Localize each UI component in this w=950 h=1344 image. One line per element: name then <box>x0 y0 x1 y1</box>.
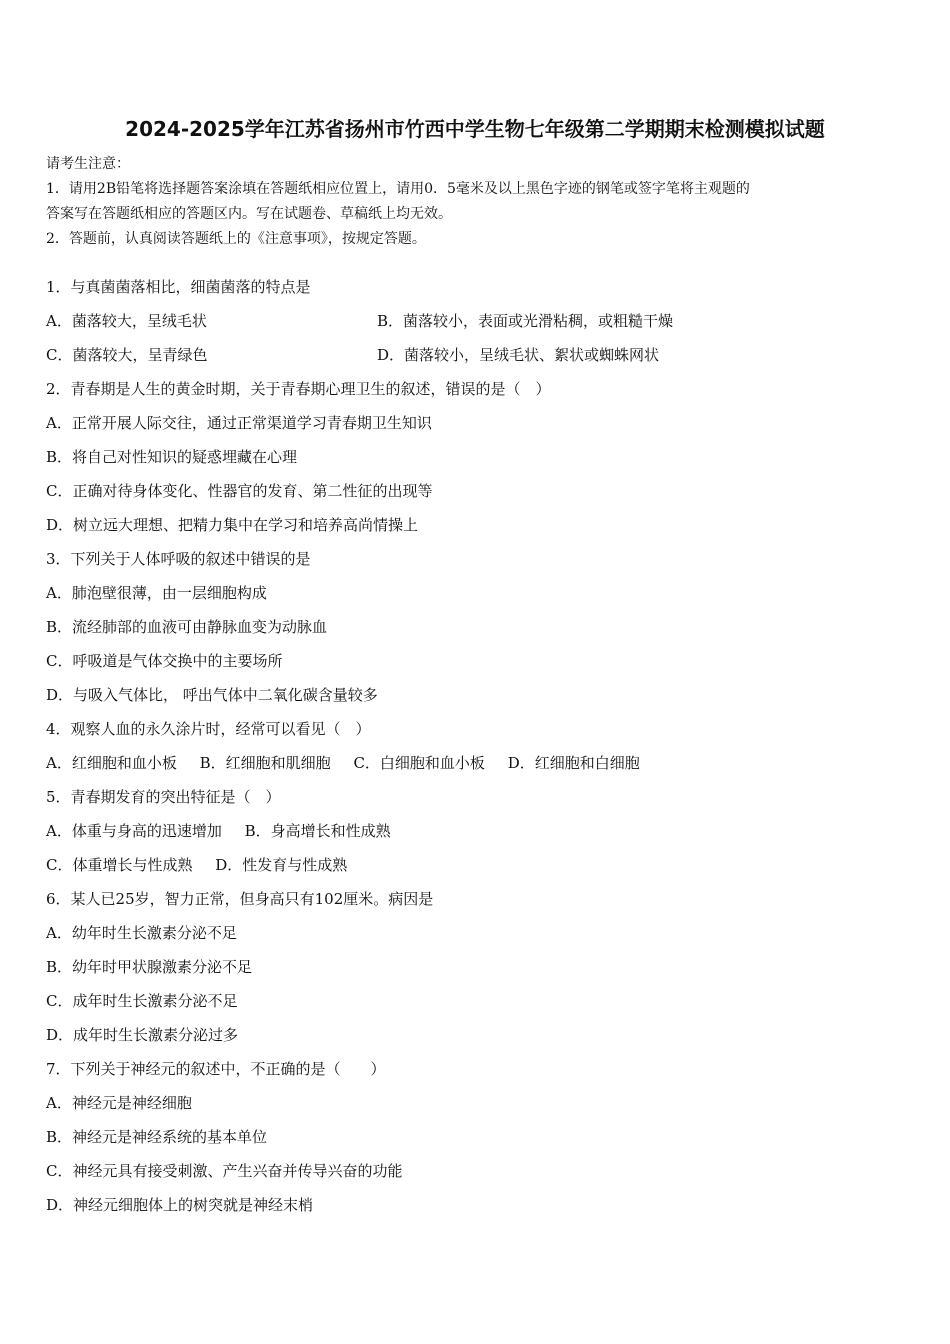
question-stem: 2．青春期是人生的黄金时期，关于青春期心理卫生的叙述，错误的是（ ） <box>46 380 551 398</box>
option-a: A．体重与身高的迅速增加 <box>46 822 222 840</box>
option-b: B．将自己对性知识的疑惑埋藏在心理 <box>46 448 298 466</box>
option-d: D．性发育与性成熟 <box>215 856 348 874</box>
option-b: B．流经肺部的血液可由静脉血变为动脉血 <box>46 618 328 636</box>
question-stem: 4．观察人血的永久涂片时，经常可以看见（ ） <box>46 720 371 738</box>
question-stem: 6．某人已25岁，智力正常，但身高只有102厘米。病因是 <box>46 890 434 908</box>
page-title: 2024-2025学年江苏省扬州市竹西中学生物七年级第二学期期末检测模拟试题 <box>125 117 825 141</box>
option-b: B．红细胞和肌细胞 <box>199 754 331 772</box>
option-b: B．幼年时甲状腺激素分泌不足 <box>46 958 253 976</box>
option-b: B．菌落较小，表面或光滑粘稠，或粗糙干燥 <box>377 312 674 330</box>
option-a: A．红细胞和血小板 <box>46 754 177 772</box>
option-c: C．菌落较大，呈青绿色 <box>46 346 208 364</box>
question-stem: 7．下列关于神经元的叙述中，不正确的是（ ） <box>46 1060 386 1078</box>
notice-item: 答案写在答题纸相应的答题区内。写在试题卷、草稿纸上均无效。 <box>46 206 452 222</box>
option-row <box>46 750 906 784</box>
option-a: A．神经元是神经细胞 <box>46 1094 192 1112</box>
option-d: D．神经元细胞体上的树突就是神经末梢 <box>46 1196 314 1214</box>
option-a: A．肺泡壁很薄，由一层细胞构成 <box>46 584 267 602</box>
option-a: A．正常开展人际交往，通过正常渠道学习青春期卫生知识 <box>46 414 432 432</box>
question-stem: 3．下列关于人体呼吸的叙述中错误的是 <box>46 550 311 568</box>
option-b: B．身高增长和性成熟 <box>244 822 391 840</box>
option-row <box>46 818 906 852</box>
notice-item: 1．请用2B铅笔将选择题答案涂填在答题纸相应位置上，请用0．5毫米及以上黑色字迹的钢笔或签字笔将主观题的 <box>46 181 750 197</box>
notice-item: 2．答题前，认真阅读答题纸上的《注意事项》，按规定答题。 <box>46 231 426 247</box>
option-c: C．体重增长与性成熟 <box>46 856 193 874</box>
option-row <box>46 342 906 376</box>
option-row <box>46 308 906 342</box>
option-c: C．神经元具有接受刺激、产生兴奋并传导兴奋的功能 <box>46 1162 403 1180</box>
option-a: A．菌落较大，呈绒毛状 <box>46 312 207 330</box>
question-stem: 5．青春期发育的突出特征是（ ） <box>46 788 281 806</box>
option-d: D．树立远大理想、把精力集中在学习和培养高尚情操上 <box>46 516 419 534</box>
option-c: C．呼吸道是气体交换中的主要场所 <box>46 652 283 670</box>
option-c: C．白细胞和血小板 <box>353 754 485 772</box>
question-list <box>46 274 906 1226</box>
option-d: D．与吸入气体比， 呼出气体中二氧化碳含量较多 <box>46 686 378 704</box>
exam-notice <box>46 152 906 252</box>
option-d: D．菌落较小，呈绒毛状、絮状或蜘蛛网状 <box>377 346 660 364</box>
option-c: C．成年时生长激素分泌不足 <box>46 992 238 1010</box>
notice-heading: 请考生注意： <box>46 156 130 172</box>
option-d: D．成年时生长激素分泌过多 <box>46 1026 239 1044</box>
question-stem: 1．与真菌菌落相比，细菌菌落的特点是 <box>46 278 311 296</box>
option-a: A．幼年时生长激素分泌不足 <box>46 924 237 942</box>
option-c: C．正确对待身体变化、性器官的发育、第二性征的出现等 <box>46 482 433 500</box>
option-b: B．神经元是神经系统的基本单位 <box>46 1128 268 1146</box>
option-d: D．红细胞和白细胞 <box>507 754 640 772</box>
option-row <box>46 852 906 886</box>
